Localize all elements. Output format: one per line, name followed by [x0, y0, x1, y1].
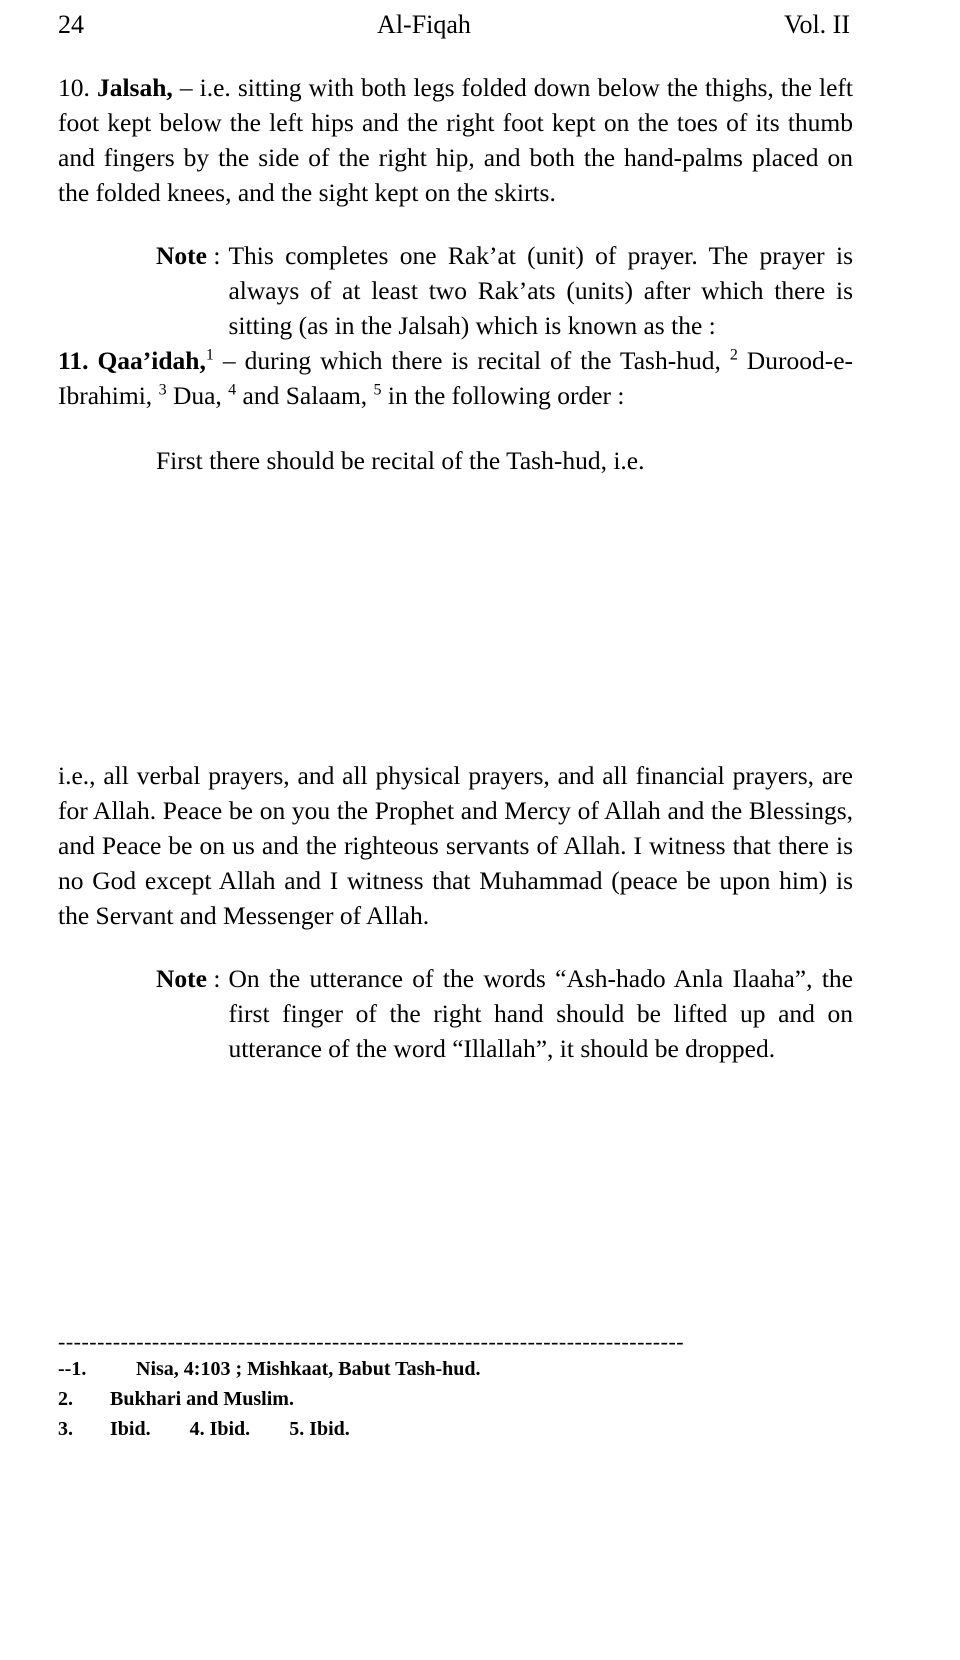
item-10-text: – i.e. sitting with both legs folded down below the thighs, the left foot kept below the left hips and the right foot kept on the toes of its thumb and fingers by the side of the right hip, and both the hand-palms placed on the folded knees, and the sight kept on the skirts. — [58, 73, 854, 207]
page-header — [58, 10, 850, 40]
note-body-1: This completes one Rak’at (unit) of prayer. The prayer is always of at least two Rak’ats (units) after which there is sitting (as in the Jalsah) which is known as the : — [228, 241, 853, 340]
paragraph-item-10 — [58, 70, 853, 210]
footnote-item — [58, 1414, 853, 1444]
footnote-area — [58, 1330, 853, 1444]
footnote-text-5: 5. Ibid. — [289, 1418, 350, 1440]
footnote-item — [58, 1384, 853, 1414]
note-label-2-colon: : — [213, 964, 221, 993]
footnote-text: Bukhari and Muslim. — [110, 1388, 294, 1410]
footnote-text-3: Ibid. — [110, 1418, 151, 1440]
note-label-1 — [156, 238, 228, 273]
arabic-text-space — [58, 478, 853, 758]
page-content — [58, 70, 853, 1066]
footnote-text — [110, 1414, 853, 1444]
item-11-number: 11. — [58, 346, 89, 375]
note-label-2 — [156, 961, 228, 996]
item-11-seg-3: Dua, — [166, 381, 222, 410]
book-title: Al-Fiqah — [377, 10, 471, 39]
footnote-ref-3: 3 — [158, 381, 167, 399]
note-label-1-text: Note — [156, 241, 207, 270]
item-11-seg-1: – during which there is recital of the Tash-hud, — [213, 346, 721, 375]
item-10-number: 10. — [58, 73, 90, 102]
footnote-item — [58, 1354, 853, 1384]
footnote-text-4: 4. Ibid. — [189, 1418, 251, 1440]
note-label-2-text: Note — [156, 964, 207, 993]
footnote-number: --1. — [58, 1358, 87, 1380]
item-11-seg-2: Durood-e-Ibrahimi, — [58, 346, 854, 410]
note-label-1-colon: : — [213, 241, 221, 270]
item-10-term: Jalsah, — [96, 73, 173, 102]
note-body-2: On the utterance of the words “Ash-hado Anla Ilaaha”, the first finger of the right hand should be lifted up and on utterance of the word “Illallah”, it should be dropped. — [228, 964, 853, 1063]
tashhud-intro-line: First there should be recital of the Tash-hud, i.e. — [156, 446, 645, 475]
footnote-ref-2: 2 — [729, 346, 738, 364]
footnote-number: 3. — [58, 1418, 73, 1440]
page-number: 24 — [58, 10, 84, 39]
footnote-ref-5: 5 — [373, 381, 382, 399]
volume-label: Vol. II — [784, 10, 850, 39]
paragraph-translation: i.e., all verbal prayers, and all physical prayers, and all financial prayers, are for Allah. Peace be on you the Prophet and Mercy of Allah and the Blessings, and Peace be on us and the righteous servants of Allah. I witness that there is no God except Allah and I witness that Muhammad (peace be upon him) is the Servant and Messenger of Allah. — [58, 761, 853, 930]
item-11-seg-4: and Salaam, — [236, 381, 368, 410]
item-11-seg-5: in the following order : — [381, 381, 625, 410]
footnote-text: Nisa, 4:103 ; Mishkaat, Babut Tash-hud. — [136, 1358, 481, 1380]
paragraph-item-11 — [58, 343, 853, 413]
footnote-ref-1: 1 — [205, 346, 214, 364]
footnote-number: 2. — [58, 1388, 73, 1410]
footnote-separator: -------------------------------------------------------------------------------- — [58, 1330, 685, 1354]
note-block-2 — [156, 961, 853, 1066]
note-block-1 — [156, 238, 853, 343]
footnote-ref-4: 4 — [228, 381, 237, 399]
item-11-term: Qaa’idah, — [97, 346, 206, 375]
